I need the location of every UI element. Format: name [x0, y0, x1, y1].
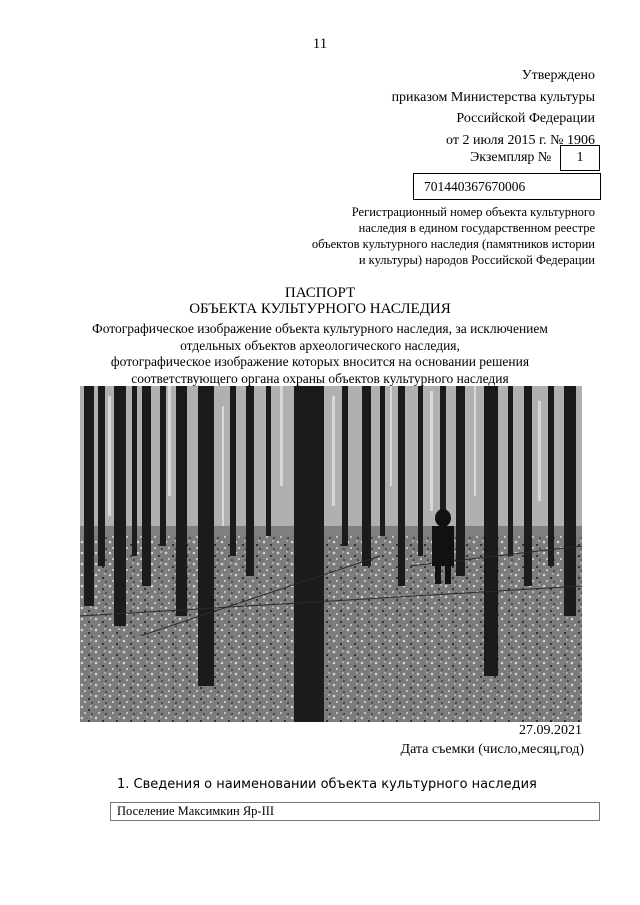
- object-heading: ОБЪЕКТА КУЛЬТУРНОГО НАСЛЕДИЯ: [189, 301, 451, 317]
- registration-caption: [312, 204, 595, 268]
- approval-line: Российской Федерации: [456, 111, 595, 126]
- forest-photo: [80, 386, 582, 722]
- passport-title: ПАСПОРТ: [284, 285, 356, 301]
- registration-number-box: 701440367670006: [413, 173, 601, 200]
- photo-caption: [60, 321, 580, 387]
- page-number: 11: [312, 36, 328, 52]
- section-1-heading: [117, 777, 537, 792]
- registration-caption-line: объектов культурного наследия (памятников истории: [311, 237, 595, 251]
- object-name-field: Поселение Максимкин Яр-III: [110, 802, 600, 821]
- photo-caption-line: отдельных объектов археологического наследия,: [180, 337, 460, 353]
- registration-caption-line: Регистрационный номер объекта культурного: [351, 205, 595, 219]
- copy-label: Экземпляр №: [470, 150, 552, 165]
- photo-date-caption: Дата съемки (число,месяц,год): [400, 742, 584, 757]
- photo-caption-line: соответствующего органа охраны объектов культурного наследия: [131, 370, 509, 386]
- copy-number-box: 1: [560, 145, 600, 171]
- approval-stamp: [392, 65, 595, 151]
- photo-caption-line: Фотографическое изображение объекта культурного наследия, за исключением: [92, 321, 548, 336]
- section-1-number: 1.: [117, 777, 130, 792]
- photo-date: 27.09.2021: [519, 723, 582, 738]
- photo-caption-line: фотографическое изображение которых вносится на основании решения: [110, 354, 530, 369]
- registration-caption-line: наследия в едином государственном реестре: [358, 221, 595, 235]
- registration-caption-line: и культуры) народов Российской Федерации: [358, 253, 595, 267]
- section-1-title: Сведения о наименовании объекта культурного наследия: [133, 777, 537, 792]
- approval-line: приказом Министерства культуры: [391, 89, 595, 105]
- approval-line: от 2 июля 2015 г. № 1906: [446, 132, 595, 148]
- approval-line: Утверждено: [521, 68, 595, 83]
